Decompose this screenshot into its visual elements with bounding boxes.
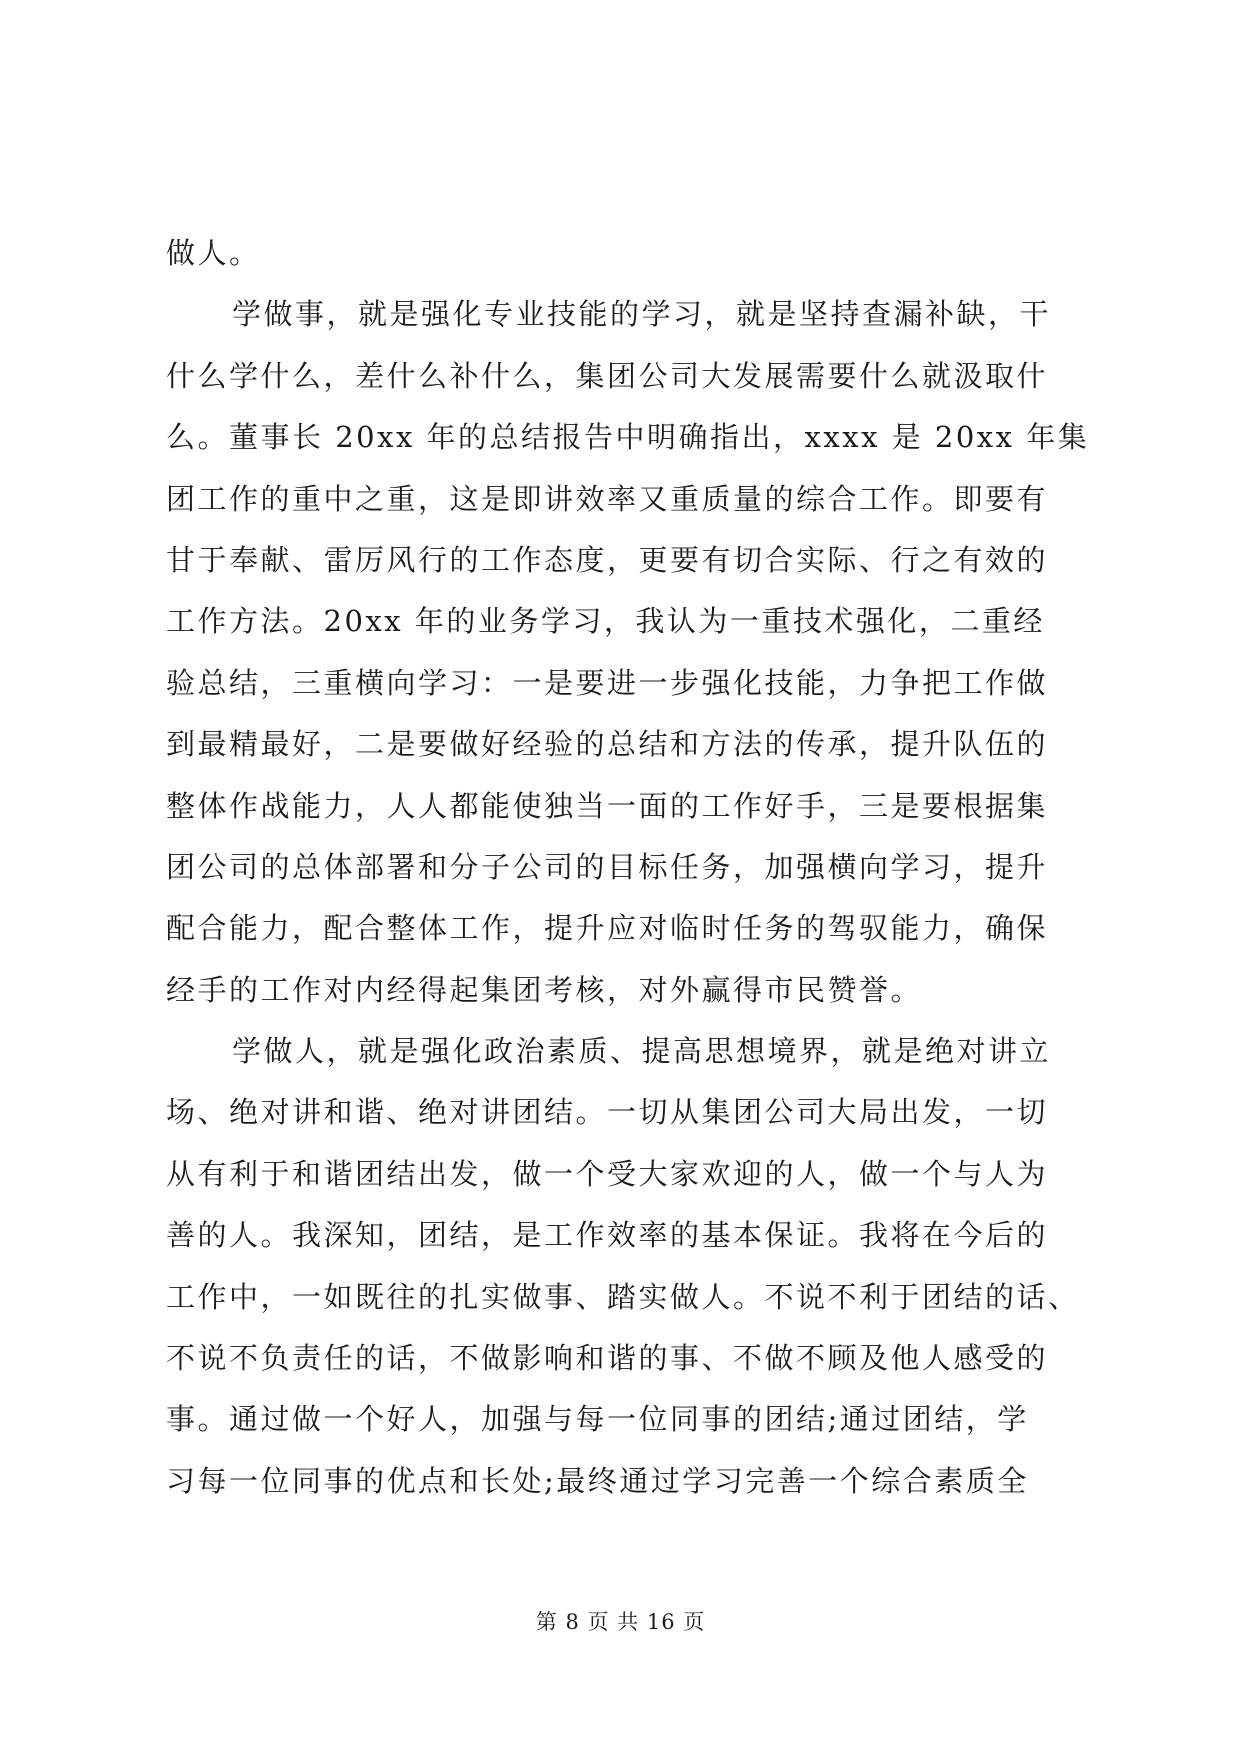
text-line: 验总结，三重横向学习：一是要进一步强化技能，力争把工作做 (166, 665, 1049, 700)
text-line: 做人。 (166, 236, 261, 270)
text-line: 到最精最好，二是要做好经验的总结和方法的传承，提升队伍的 (166, 727, 1049, 762)
text-line: 工作中，一如既往的扎实做事、踏实做人。不说不利于团结的话、 (166, 1279, 1080, 1314)
text-line: 么。董事长 20xx 年的总结报告中明确指出，xxxx 是 20xx 年集 (166, 420, 1090, 455)
paragraph-first-line: 学做事，就是强化专业技能的学习，就是坚持查漏补缺，干 (232, 297, 1052, 332)
paragraph-first-line: 学做人，就是强化政治素质、提高思想境界，就是绝对讲立 (232, 1034, 1052, 1069)
text-line: 配合能力，配合整体工作，提升应对临时任务的驾驭能力，确保 (166, 911, 1049, 946)
text-line: 团工作的重中之重，这是即讲效率又重质量的综合工作。即要有 (166, 481, 1049, 516)
page-number-footer: 第 8 页 共 16 页 (535, 1610, 706, 1634)
body-text (166, 223, 1090, 1512)
text-line: 整体作战能力，人人都能使独当一面的工作好手，三是要根据集 (166, 788, 1049, 823)
text-line: 善的人。我深知，团结，是工作效率的基本保证。我将在今后的 (166, 1218, 1049, 1253)
text-line: 不说不负责任的话，不做影响和谐的事、不做不顾及他人感受的 (166, 1341, 1049, 1376)
text-line: 工作方法。20xx 年的业务学习，我认为一重技术强化，二重经 (166, 604, 1045, 639)
text-line: 经手的工作对内经得起集团考核，对外赢得市民赞誉。 (166, 972, 923, 1007)
text-line: 场、绝对讲和谐、绝对讲团结。一切从集团公司大局出发，一切 (166, 1095, 1049, 1130)
text-line: 团公司的总体部署和分子公司的目标任务，加强横向学习，提升 (166, 849, 1049, 884)
text-line: 甘于奉献、雷厉风行的工作态度，更要有切合实际、行之有效的 (166, 542, 1049, 577)
text-line: 习每一位同事的优点和长处;最终通过学习完善一个综合素质全 (166, 1463, 1029, 1498)
text-line: 从有利于和谐团结出发，做一个受大家欢迎的人，做一个与人为 (166, 1156, 1049, 1191)
text-line: 事。通过做一个好人，加强与每一位同事的团结;通过团结，学 (166, 1402, 1029, 1437)
text-line: 什么学什么，差什么补什么，集团公司大发展需要什么就汲取什 (166, 358, 1049, 393)
